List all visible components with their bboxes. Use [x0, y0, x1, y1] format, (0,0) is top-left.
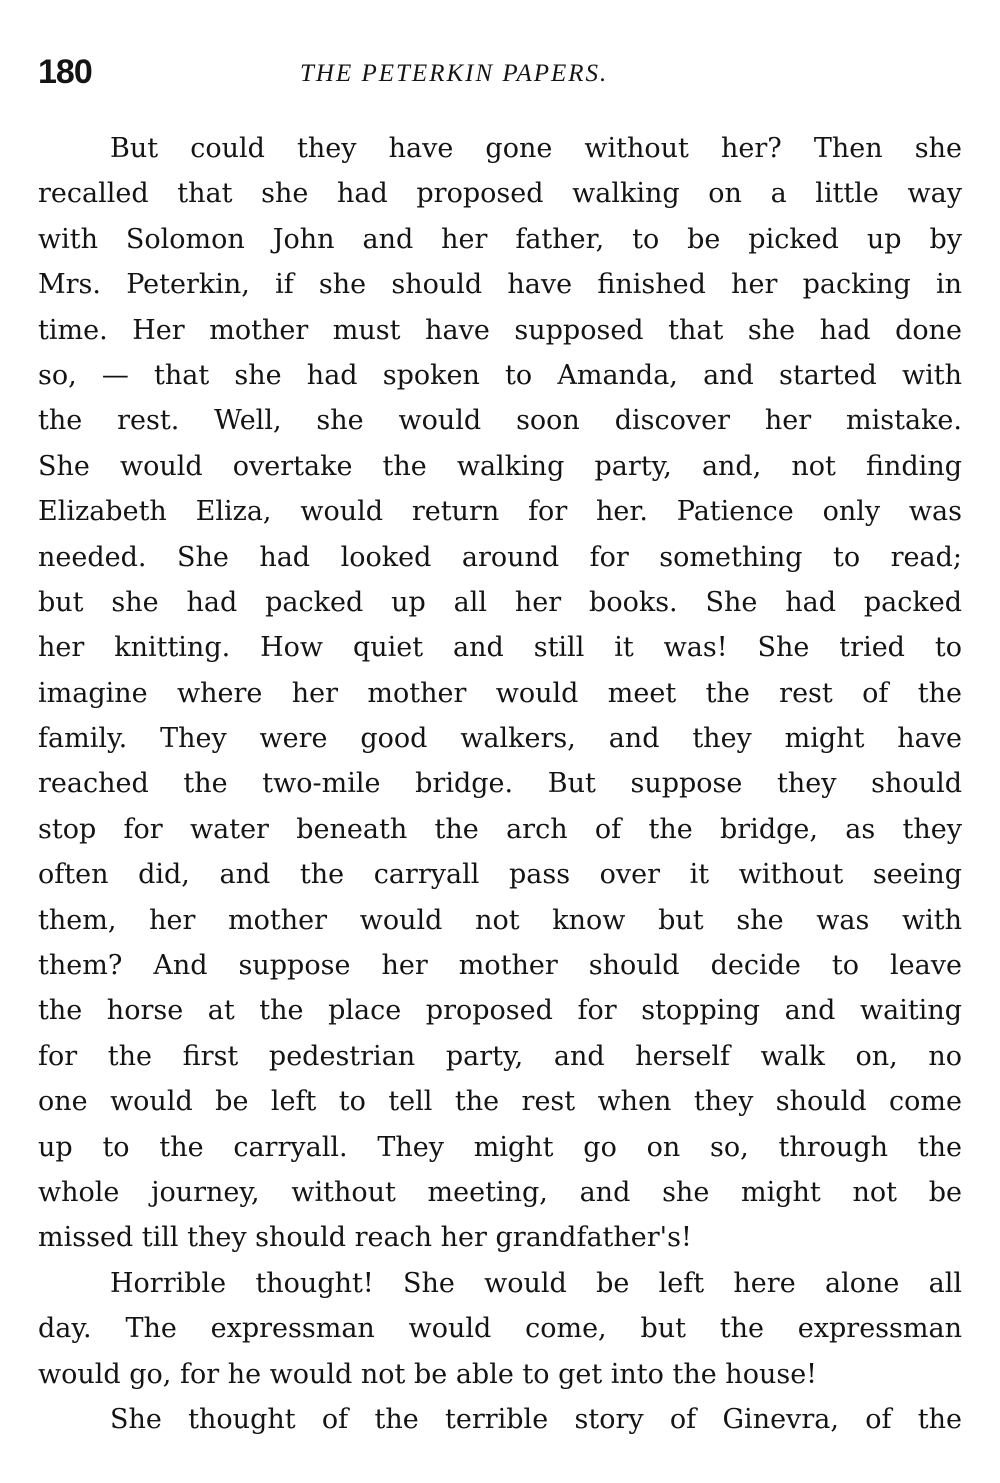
paragraph: [38, 1261, 962, 1397]
text-line: imagine where her mother would meet the rest of the: [38, 677, 962, 709]
paragraph: [38, 126, 962, 1261]
text-line: Mrs. Peterkin, if she should have finished her packing in: [38, 269, 962, 301]
text-line: needed. She had looked around for something to read;: [38, 541, 962, 573]
text-line: She would overtake the walking party, and, not finding: [38, 450, 962, 482]
text-line: so, — that she had spoken to Amanda, and started with: [38, 359, 962, 391]
text-line: but she had packed up all her books. She had packed: [38, 586, 962, 618]
text-line: She thought of the terrible story of Ginevra, of the: [110, 1403, 962, 1435]
text-line: would go, for he would not be able to get into the house!: [38, 1358, 818, 1390]
text-line: her knitting. How quiet and still it was! She tried to: [38, 632, 962, 664]
text-line: Horrible thought! She would be left here alone all: [110, 1267, 962, 1299]
text-line: missed till they should reach her grandfather's!: [38, 1222, 692, 1254]
text-line: the horse at the place proposed for stopping and waiting: [38, 995, 962, 1027]
text-line: Elizabeth Eliza, would return for her. Patience only was: [38, 496, 962, 528]
text-line: day. The expressman would come, but the expressman: [38, 1313, 962, 1345]
page-number: 180: [38, 53, 92, 91]
text-line: stop for water beneath the arch of the bridge, as they: [38, 813, 962, 845]
text-line: them, her mother would not know but she was with: [38, 904, 962, 936]
text-line: family. They were good walkers, and they might have: [38, 723, 962, 755]
text-line: the rest. Well, she would soon discover her mistake.: [38, 405, 962, 437]
text-line: up to the carryall. They might go on so, through the: [38, 1131, 962, 1163]
text-line: them? And suppose her mother should decide to leave: [38, 950, 962, 982]
text-line: one would be left to tell the rest when they should come: [38, 1086, 962, 1118]
text-line: often did, and the carryall pass over it without seeing: [38, 859, 962, 891]
text-line: reached the two-mile bridge. But suppose they should: [38, 768, 962, 800]
text-line: recalled that she had proposed walking on a little way: [38, 178, 962, 210]
text-line: But could they have gone without her? Then she: [110, 133, 962, 164]
body-text: [38, 126, 962, 1442]
text-line: whole journey, without meeting, and she might not be: [38, 1176, 962, 1208]
running-title: THE PETERKIN PAPERS.: [300, 60, 609, 87]
paragraph: [38, 1397, 962, 1442]
text-line: time. Her mother must have supposed that she had done: [38, 314, 962, 346]
text-line: for the first pedestrian party, and herself walk on, no: [38, 1040, 962, 1072]
text-line: with Solomon John and her father, to be picked up by: [38, 223, 962, 255]
